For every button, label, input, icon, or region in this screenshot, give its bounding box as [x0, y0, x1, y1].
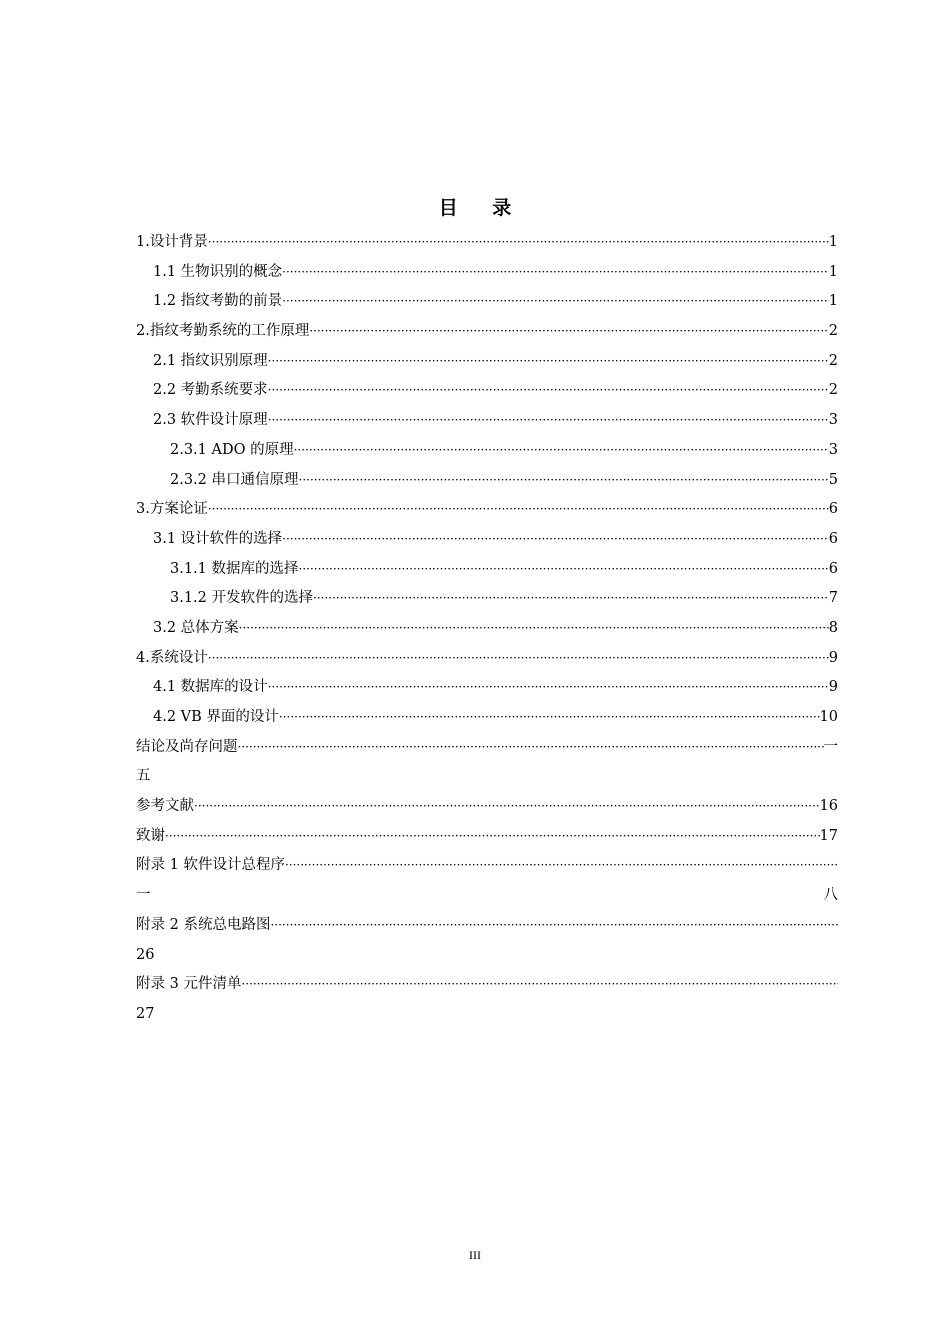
toc-entry-page: 26 — [136, 946, 155, 963]
toc-entry-continuation — [136, 762, 838, 792]
toc-entry-label: 1.2 指纹考勤的前景 — [153, 293, 283, 310]
toc-entry-page: 9 — [828, 679, 838, 696]
toc-entry-label: 2.3 软件设计原理 — [153, 412, 268, 429]
toc-entry-label: 4.2 VB 界面的设计 — [153, 709, 279, 725]
toc-entry-page: 7 — [828, 590, 838, 607]
toc-entry[interactable] — [136, 495, 838, 525]
toc-leader-dots — [241, 970, 838, 1000]
page-number: III — [469, 1248, 481, 1262]
toc-leader-dots — [285, 851, 838, 881]
toc-leader-dots — [282, 525, 829, 555]
toc-entry-label: 4.1 数据库的设计 — [153, 679, 268, 696]
toc-entry-page: 3 — [828, 412, 838, 429]
toc-leader-dots — [268, 406, 829, 436]
toc-leader-dots — [270, 911, 838, 941]
toc-entry-label: 1.设计背景 — [136, 234, 208, 250]
toc-entry-label: 2.3.1 ADO 的原理 — [170, 441, 294, 458]
toc-entry-page: 17 — [819, 827, 838, 844]
toc-entry[interactable] — [136, 287, 838, 317]
toc-entry-page: 10 — [819, 709, 838, 725]
toc-entry-page: 6 — [828, 501, 838, 518]
toc-entry[interactable] — [136, 792, 838, 822]
toc-entry[interactable] — [136, 851, 838, 881]
toc-leader-dots — [268, 673, 829, 703]
toc-entry[interactable] — [136, 466, 838, 496]
toc-entry[interactable] — [136, 970, 838, 1000]
toc-entry-label: 2.2 考勤系统要求 — [153, 382, 268, 399]
toc-entry-label: 3.1 设计软件的选择 — [153, 530, 283, 547]
toc-entry-label: 2.3.2 串口通信原理 — [170, 471, 299, 488]
toc-leader-dots — [309, 317, 828, 347]
toc-leader-dots — [299, 555, 829, 585]
toc-entry-page: 8 — [828, 619, 838, 636]
toc-entry[interactable] — [136, 347, 838, 377]
toc-entry-label: 附录 2 系统总电路图 — [136, 916, 271, 933]
toc-entry[interactable] — [136, 525, 838, 555]
toc-entry[interactable] — [136, 644, 838, 674]
toc-leader-dots — [279, 703, 820, 733]
toc-entry-label: 结论及尚存问题 — [136, 738, 238, 755]
toc-entry-page: 6 — [828, 530, 838, 547]
toc-entry[interactable] — [136, 228, 838, 258]
toc-entry-continuation — [136, 1000, 838, 1030]
toc-entry-page: 2 — [828, 323, 838, 340]
toc-entry-page: 一 — [823, 738, 838, 755]
toc-entry-page: 1 — [828, 293, 838, 310]
toc-leader-dots — [239, 614, 829, 644]
toc-entry-page: 3 — [828, 441, 838, 458]
toc-entry[interactable] — [136, 258, 838, 288]
toc-entry-label: 致谢 — [136, 827, 165, 844]
toc-leader-dots — [294, 436, 829, 466]
toc-entry-page: 27 — [136, 1005, 155, 1022]
toc-leader-dots — [299, 466, 829, 496]
toc-entry-page: 6 — [828, 560, 838, 577]
toc-entry-label: 2.指纹考勤系统的工作原理 — [136, 323, 310, 340]
toc-entry-label: 附录 3 元件清单 — [136, 976, 242, 993]
toc-leader-dots — [194, 792, 820, 822]
toc-entry-label: 参考文献 — [136, 798, 194, 815]
toc-entry-label: 3.方案论证 — [136, 501, 208, 518]
toc-entry-continuation — [136, 881, 838, 911]
toc-entry-page: 1 — [828, 263, 838, 280]
toc-leader-dots — [238, 733, 824, 763]
toc-leader-dots — [282, 287, 829, 317]
toc-entry-page: 5 — [828, 471, 838, 488]
toc-leader-dots — [313, 584, 829, 614]
toc-entry-label: 3.1.2 开发软件的选择 — [170, 590, 314, 607]
toc-leader-dots — [165, 822, 820, 852]
toc-entry[interactable] — [136, 673, 838, 703]
toc-entry-label: 2.1 指纹识别原理 — [153, 352, 268, 369]
toc-entry[interactable] — [136, 376, 838, 406]
toc-entry-label: 一 — [136, 887, 151, 904]
toc-leader-dots — [208, 228, 829, 258]
toc-entry[interactable] — [136, 733, 838, 763]
toc-entry-page: 2 — [828, 352, 838, 369]
toc-entry[interactable] — [136, 555, 838, 585]
toc-entry-page: 1 — [828, 234, 838, 250]
toc-entry[interactable] — [136, 911, 838, 941]
toc-entry-page: 16 — [819, 798, 838, 815]
toc-entry-label: 3.1.1 数据库的选择 — [170, 560, 299, 577]
toc-entry-continuation — [136, 941, 838, 971]
toc-entry-label: 1.1 生物识别的概念 — [153, 263, 283, 280]
toc-leader-dots — [208, 644, 829, 674]
toc-entry[interactable] — [136, 406, 838, 436]
toc-entry[interactable] — [136, 584, 838, 614]
toc-entry-label: 附录 1 软件设计总程序 — [136, 857, 285, 874]
toc-entry-label: 3.2 总体方案 — [153, 619, 239, 636]
toc-entry[interactable] — [136, 436, 838, 466]
toc-entry-label: 五 — [136, 768, 151, 785]
toc-entry-page: 2 — [828, 382, 838, 399]
toc-leader-dots — [268, 347, 829, 377]
toc-entry[interactable] — [136, 822, 838, 852]
toc-entry[interactable] — [136, 614, 838, 644]
toc-entry[interactable] — [136, 317, 838, 347]
toc-entry-label: 4.系统设计 — [136, 649, 208, 666]
toc-title: 目 录 — [438, 197, 526, 219]
toc-leader-dots — [268, 376, 829, 406]
toc-entry-page: 八 — [823, 887, 838, 904]
table-of-contents — [136, 228, 838, 1030]
toc-entry-page: 9 — [828, 649, 838, 666]
toc-leader-dots — [282, 258, 829, 288]
toc-leader-dots — [208, 495, 829, 525]
toc-entry[interactable] — [136, 703, 838, 733]
